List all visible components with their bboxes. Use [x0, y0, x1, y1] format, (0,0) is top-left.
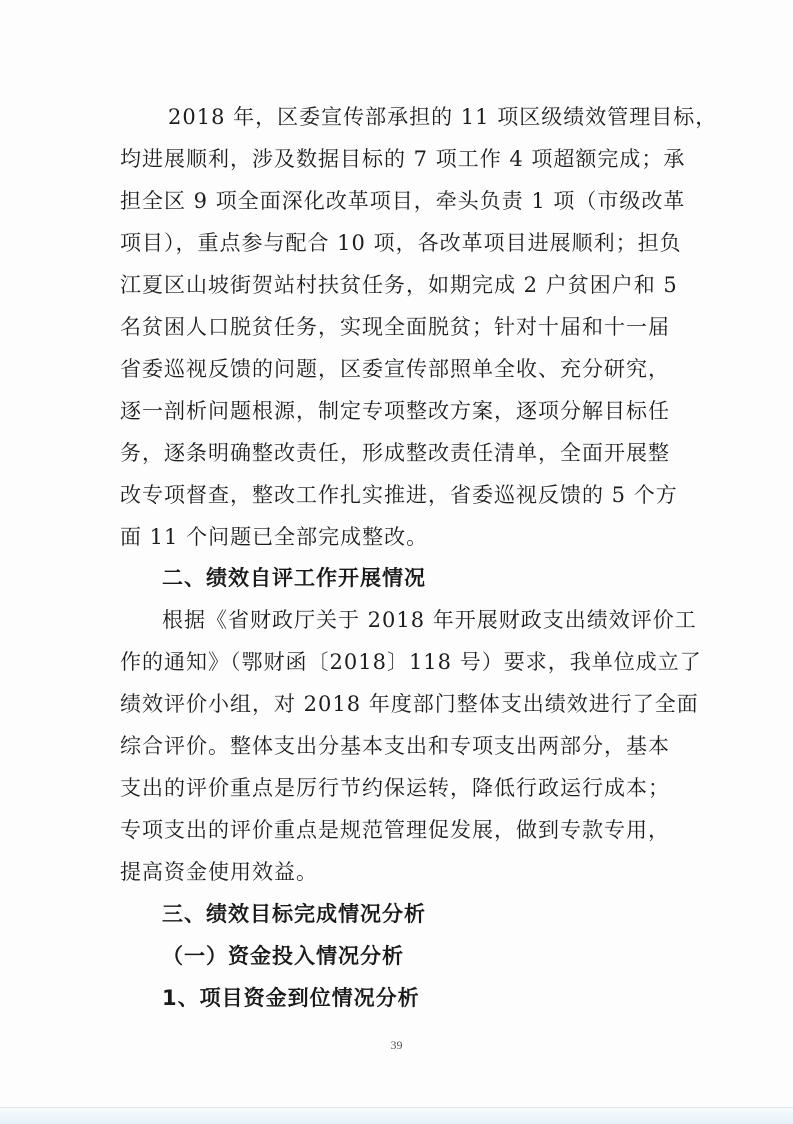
text-line: 均进展顺利，涉及数据目标的 7 项工作 4 项超额完成；承	[120, 147, 686, 171]
text-line: 综合评价。整体支出分基本支出和专项支出两部分，基本	[120, 734, 670, 758]
section-heading: 三、绩效目标完成情况分析	[162, 902, 426, 926]
text-line: 逐一剖析问题根源，制定专项整改方案，逐项分解目标任	[120, 399, 670, 423]
subsubsection-heading: 1、项目资金到位情况分析	[162, 986, 420, 1010]
text-line: 作的通知》（鄂财函〔2018〕118 号）要求，我单位成立了	[120, 650, 702, 674]
text-line: 省委巡视反馈的问题，区委宣传部照单全收、充分研究，	[120, 357, 670, 381]
section-heading: 二、绩效自评工作开展情况	[162, 566, 426, 590]
text-line: 专项支出的评价重点是规范管理促发展，做到专款专用，	[120, 818, 670, 842]
text-line: 改专项督查，整改工作扎实推进，省委巡视反馈的 5 个方	[120, 483, 678, 507]
text-line: 名贫困人口脱贫任务，实现全面脱贫；针对十届和十一届	[120, 315, 670, 339]
scan-edge	[0, 1107, 793, 1124]
text-line: 面 11 个问题已全部完成整改。	[120, 525, 429, 549]
text-line: 项目），重点参与配合 10 项，各改革项目进展顺利；担负	[120, 231, 682, 255]
page-number: 39	[390, 1038, 403, 1052]
subsection-heading: （一）资金投入情况分析	[162, 944, 404, 968]
text-line: 2018 年，区委宣传部承担的 11 项区级绩效管理目标，	[168, 105, 718, 129]
text-line: 支出的评价重点是厉行节约保运转，降低行政运行成本；	[120, 776, 670, 800]
text-line: 江夏区山坡街贺站村扶贫任务，如期完成 2 户贫困户和 5	[120, 273, 678, 297]
text-line: 提高资金使用效益。	[120, 860, 318, 884]
text-line: 务，逐条明确整改责任，形成整改责任清单，全面开展整	[120, 441, 670, 465]
text-line: 根据《省财政厅关于 2018 年开展财政支出绩效评价工	[162, 608, 697, 632]
text-line: 担全区 9 项全面深化改革项目，牵头负责 1 项（市级改革	[120, 189, 686, 213]
text-line: 绩效评价小组，对 2018 年度部门整体支出绩效进行了全面	[120, 692, 699, 716]
